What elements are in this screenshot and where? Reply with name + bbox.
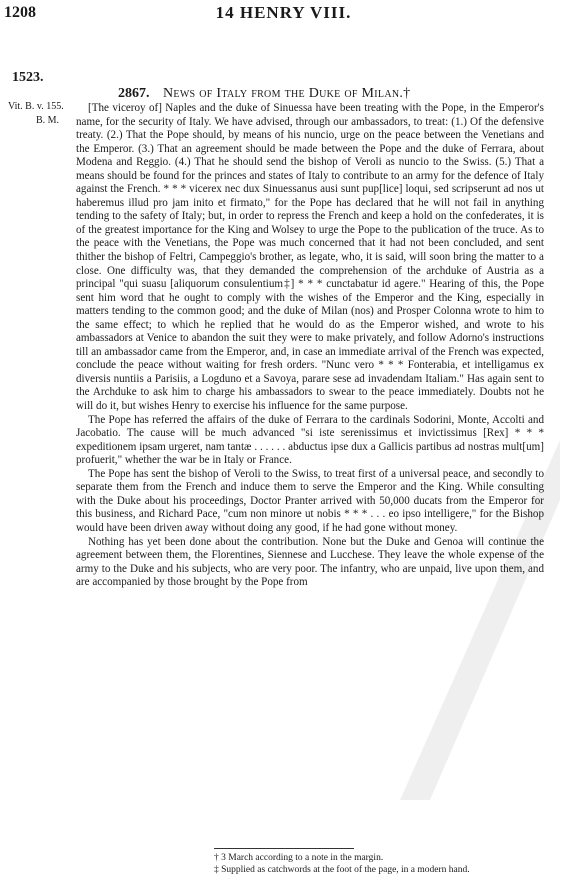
footnote-divider bbox=[214, 848, 354, 849]
margin-year: 1523. bbox=[12, 70, 44, 85]
paragraph: Nothing has yet been done about the contribution. None but the Duke and Genoa will continue the agreement between them, the Florentines, Siennese and Lucchese. They leave the whole expense of the army to the Duke and his subjects, who are very poor. The infantry, who are unpaid, live upon them, and are accompanied by those brought by the Pope from bbox=[76, 535, 544, 589]
margin-reference: Vit. B. v. 155. bbox=[8, 101, 64, 112]
page-number: 1208 bbox=[4, 4, 36, 21]
paragraph: The Pope has referred the affairs of the duke of Ferrara to the cardinals Sodorini, Monte, Accolti and Jacobatio. The cause will be much advanced "si iste serenissimus et invictissimus [Rex] * * * expeditionem ipsam urgeret, nam tantæ . . . . . . abductus ipse dux a Gallicis partibus ad nostras mult[um] profuerit," whether the war be in Italy or France. bbox=[76, 413, 544, 467]
entry-title: News of Italy from the Duke of Milan.† bbox=[163, 86, 411, 101]
footnotes bbox=[214, 852, 470, 876]
document-body bbox=[76, 102, 544, 590]
footnote: ‡ Supplied as catchwords at the foot of the page, in a modern hand. bbox=[214, 865, 470, 875]
entry-heading bbox=[118, 86, 410, 102]
paragraph: The Pope has sent the bishop of Veroli to the Swiss, to treat first of a universal peace, and secondly to separate them from the French and induce them to serve the Emperor and the King. While consulting with the Duke about his proceedings, Doctor Pranter arrived with 50,000 ducats from the Emperor for this business, and Richard Pace, "cum non minore ut nobis * * * . . . eo ipso intelligere," for the Bishop would have been driven away without doing any good, if he had gone without money. bbox=[76, 467, 544, 534]
footnote: † 3 March according to a note in the margin. bbox=[214, 853, 384, 863]
entry-number: 2867. bbox=[118, 86, 150, 101]
running-title: 14 HENRY VIII. bbox=[215, 3, 352, 22]
margin-reference-library: B. M. bbox=[36, 115, 60, 126]
paragraph: [The viceroy of] Naples and the duke of Sinuessa have been treating with the Pope, in the Emperor's name, for the security of Italy. We have advised, through our ambassadors, to treat: (1.) Of the defensive treaty. (2.) That the Pope should, by means of his nuncio, urge on the peace between the Venetians and the Emperor. (3.) That an agreement should be made between the Pope and the duke of Ferrara, about Modena and Reggio. (4.) That he should send the bishop of Veroli as nuncio to the Swiss. (5.) That a means should be found for the princes and states of Italy to contribute to an army for the defence of Italy against the French. * * * vicerex nec dux Sinuessanus ausi sunt pup[lice] loqui, sed scripserunt ad nos ut haberemus illud pro jam inito et firmato," for the Pope has declared that he will not fail in anything tending to the safety of Italy; but, in order to repress the French and keep a hold on the confederates, it is of the greatest importance for the King and Wolsey to urge the Pope to the publication of the truce. As to the peace with the Venetians, the Pope was much concerned that it had not been concluded, and sent thither the bishop of Feltri, Campeggio's brother, as legate, who, it is said, will soon bring the matter to a close. One difficulty was, that they demanded the comprehension of the archduke of Austria as a principal "qui suasu [aliquorum consulentium‡] * * * cunctabatur id agere." Hearing of this, the Pope sent him word that he ought to comply with the wishes of the Emperor and the King, especially in matters tending to the common good; and the duke of Milan (nos) and Prosper Colonna wrote to him to the same effect; to which he replied that he would do as the Emperor wished, and wrote to his ambassadors at Venice to abandon the suit they were to make privately, and follow Adorno's instructions till an ambassador came from the Emperor, and, in case an immediate arrival of the French was expected, conclude the peace without waiting for fresh orders. "Nunc vero * * * Fonterabia, et intelligamus ex diversis nuntiis a Parisiis, a Logduno et a Savoya, parare sese ad invadendam Italiam." Has again sent to the Archduke to ask him to charge his ambassadors to swear to the peace immediately. Doubts not he will do it, but wishes Henry to exercise his influence for the same purpose. bbox=[76, 102, 544, 413]
